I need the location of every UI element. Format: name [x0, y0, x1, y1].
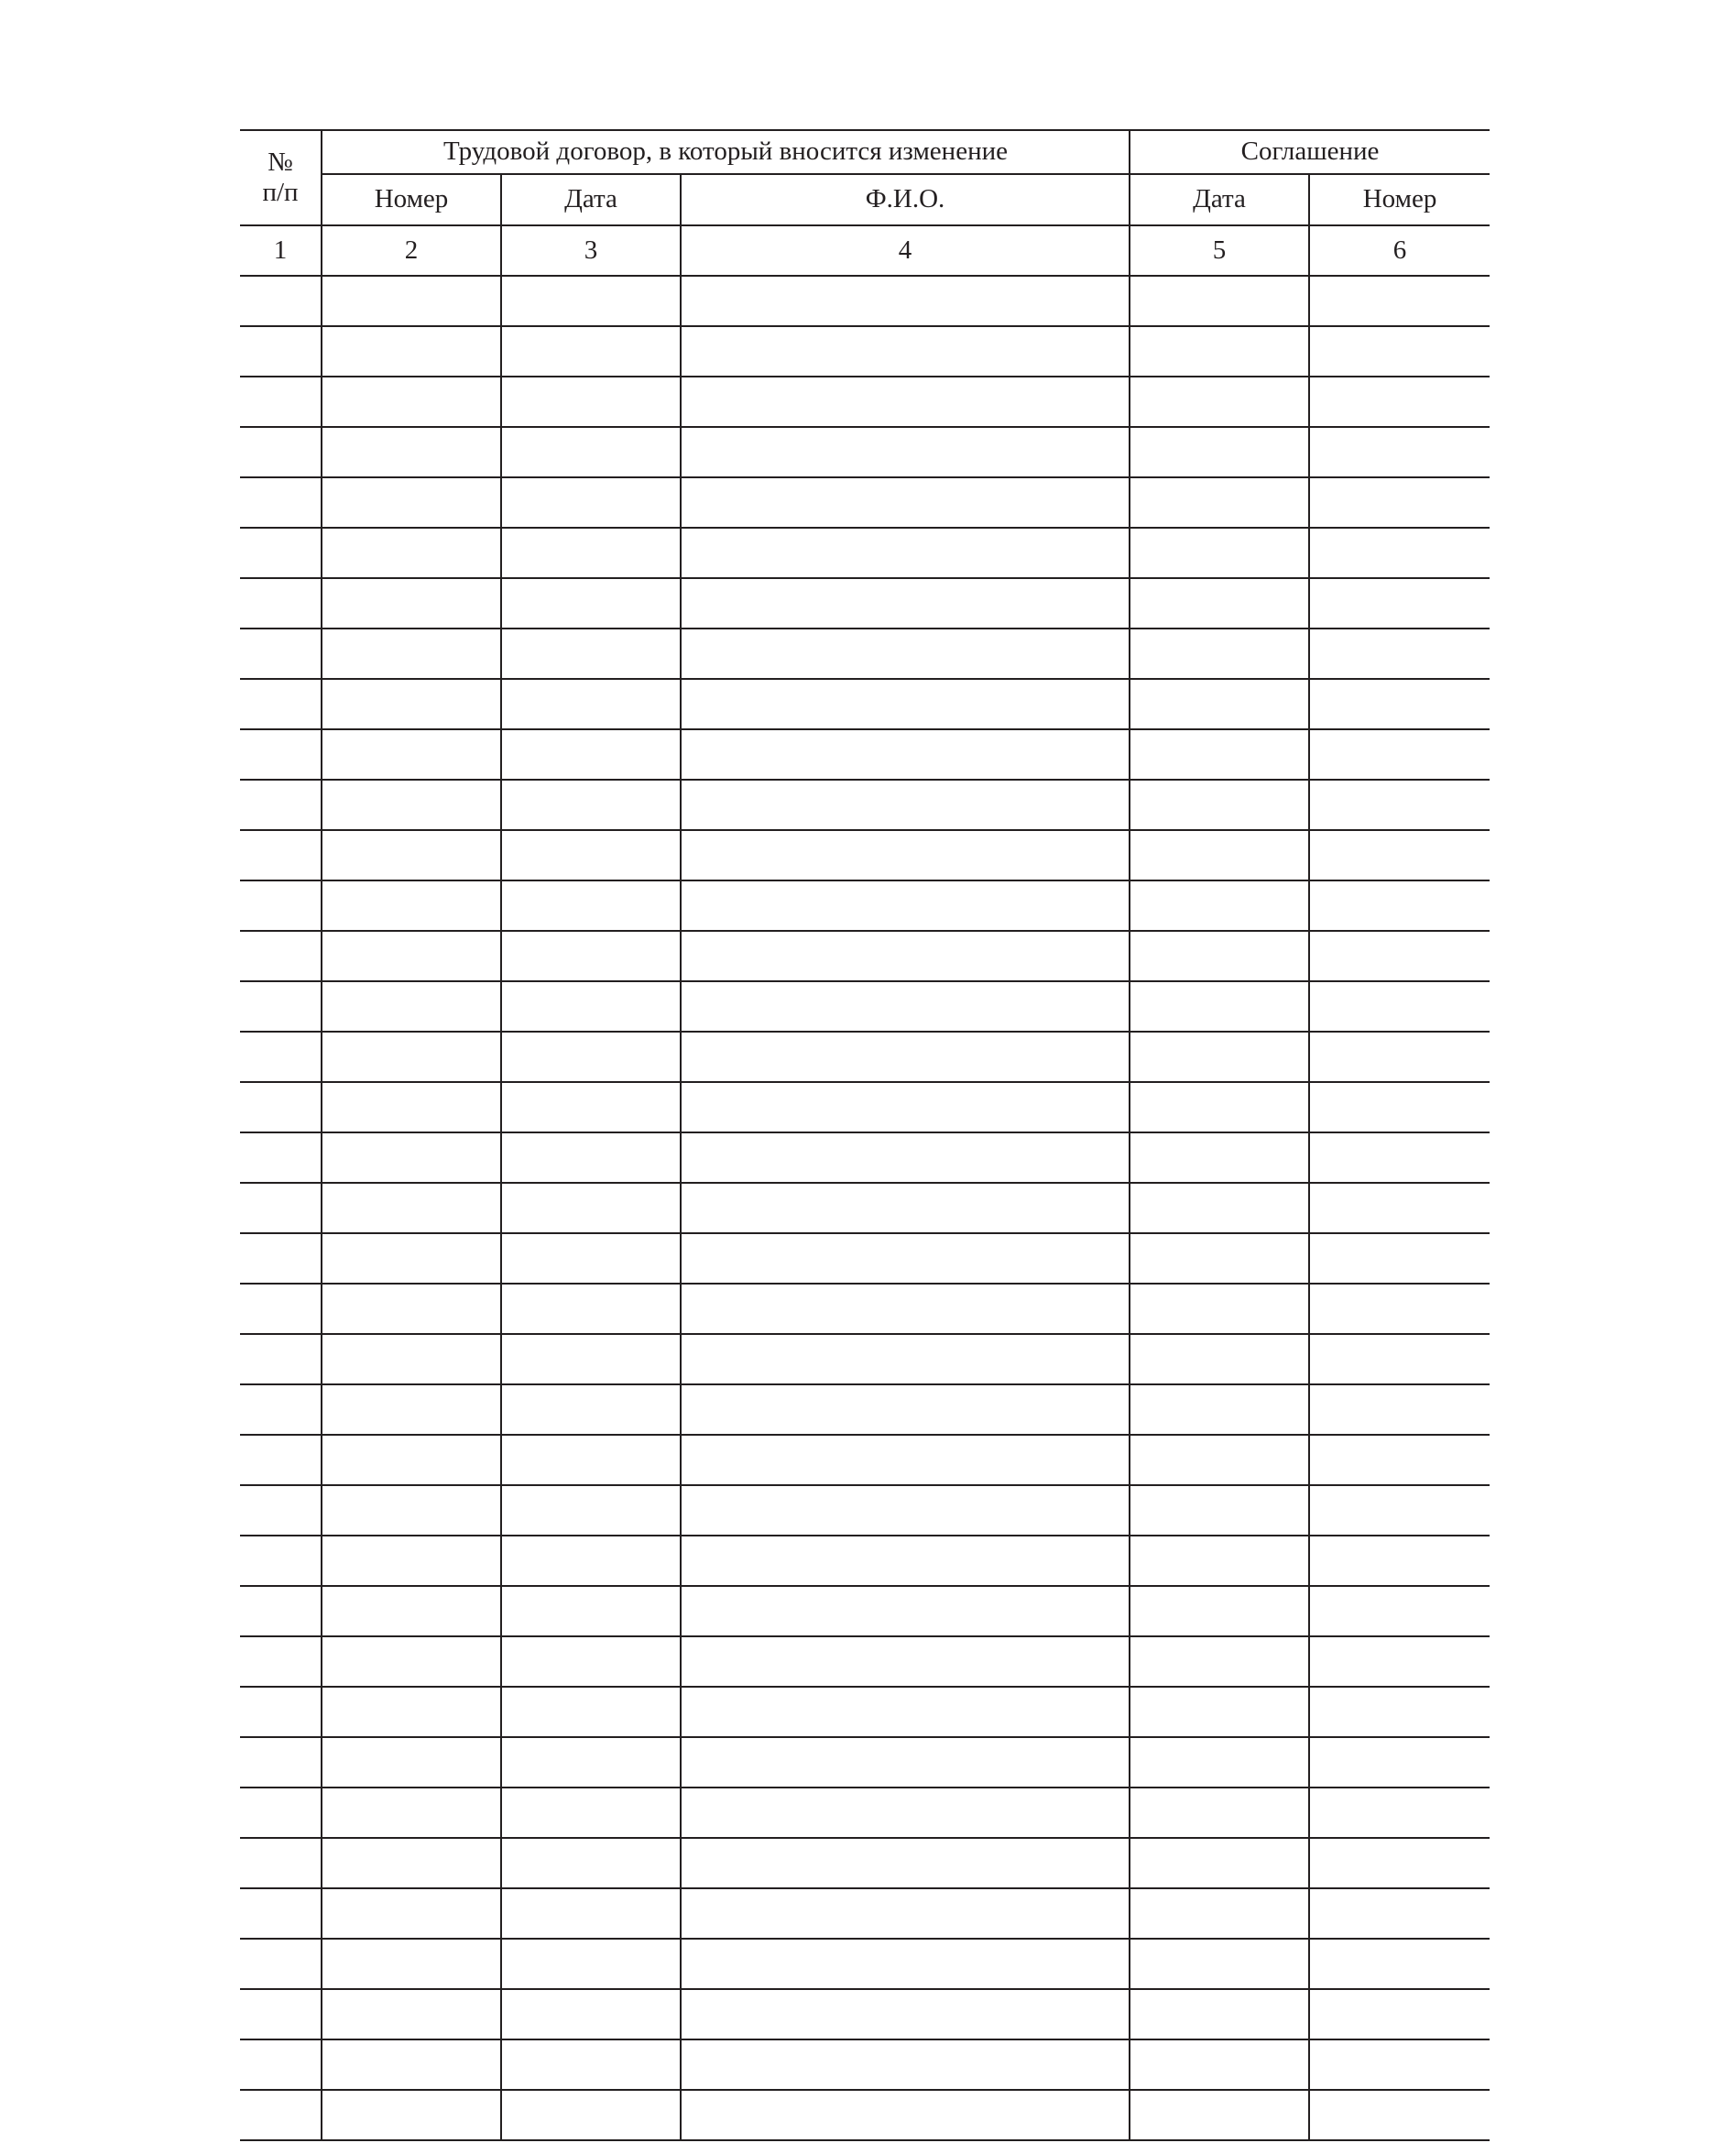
row-number-cell	[240, 1485, 322, 1536]
agreement-date-cell	[1130, 1233, 1309, 1284]
agreement-date-cell	[1130, 1888, 1309, 1939]
agreement-number-cell	[1309, 629, 1490, 679]
agreement-date-cell	[1130, 2090, 1309, 2140]
table-row	[240, 1939, 1490, 1989]
agreement-number-cell	[1309, 1989, 1490, 2039]
row-number-cell	[240, 326, 322, 377]
table-row	[240, 1737, 1490, 1788]
fio-cell	[681, 780, 1130, 830]
fio-cell	[681, 377, 1130, 427]
table-row	[240, 1384, 1490, 1435]
agreement-number-cell	[1309, 1284, 1490, 1334]
agreement-number-cell	[1309, 1183, 1490, 1233]
agreement-number-cell	[1309, 1636, 1490, 1687]
contract-number-cell	[322, 1032, 501, 1082]
row-number-cell	[240, 276, 322, 326]
table-row	[240, 1334, 1490, 1384]
fio-cell	[681, 981, 1130, 1032]
agreement-date-cell	[1130, 1082, 1309, 1132]
agreement-date-cell	[1130, 1485, 1309, 1536]
row-number-cell	[240, 780, 322, 830]
fio-cell	[681, 1636, 1130, 1687]
header-fio: Ф.И.О.	[681, 174, 1130, 225]
contract-number-cell	[322, 377, 501, 427]
contract-date-cell	[501, 1788, 681, 1838]
agreement-number-cell	[1309, 830, 1490, 880]
agreement-date-cell	[1130, 1838, 1309, 1888]
row-number-cell	[240, 1082, 322, 1132]
row-number-cell	[240, 981, 322, 1032]
table-row	[240, 1788, 1490, 1838]
fio-cell	[681, 729, 1130, 780]
header-agreement-group: Соглашение	[1130, 130, 1490, 174]
fio-cell	[681, 1939, 1130, 1989]
agreement-date-cell	[1130, 477, 1309, 528]
row-number-cell	[240, 1838, 322, 1888]
header-row-number	[240, 130, 322, 225]
table-row	[240, 830, 1490, 880]
table-row	[240, 1888, 1490, 1939]
agreement-date-cell	[1130, 276, 1309, 326]
table-row	[240, 377, 1490, 427]
agreement-number-cell	[1309, 326, 1490, 377]
fio-cell	[681, 679, 1130, 729]
agreement-date-cell	[1130, 1636, 1309, 1687]
agreement-date-cell	[1130, 1536, 1309, 1586]
fio-cell	[681, 1536, 1130, 1586]
agreement-date-cell	[1130, 1435, 1309, 1485]
row-number-cell	[240, 427, 322, 477]
contract-amendments-register-table	[240, 129, 1490, 2141]
table-header	[240, 130, 1490, 225]
contract-date-cell	[501, 1132, 681, 1183]
agreement-number-cell	[1309, 276, 1490, 326]
agreement-date-cell	[1130, 1788, 1309, 1838]
agreement-number-cell	[1309, 1939, 1490, 1989]
row-number-cell	[240, 528, 322, 578]
column-number-cell: 1	[240, 225, 322, 276]
contract-number-cell	[322, 1183, 501, 1233]
fio-cell	[681, 578, 1130, 629]
contract-number-cell	[322, 1687, 501, 1737]
fio-cell	[681, 880, 1130, 931]
fio-cell	[681, 1788, 1130, 1838]
contract-date-cell	[501, 1485, 681, 1536]
table-row	[240, 1485, 1490, 1536]
table-row	[240, 2090, 1490, 2140]
fio-cell	[681, 629, 1130, 679]
contract-number-cell	[322, 1132, 501, 1183]
contract-number-cell	[322, 880, 501, 931]
contract-date-cell	[501, 830, 681, 880]
agreement-number-cell	[1309, 1788, 1490, 1838]
row-number-cell	[240, 1737, 322, 1788]
agreement-date-cell	[1130, 1989, 1309, 2039]
fio-cell	[681, 1183, 1130, 1233]
agreement-number-cell	[1309, 1082, 1490, 1132]
table-row	[240, 578, 1490, 629]
row-number-cell	[240, 1636, 322, 1687]
agreement-date-cell	[1130, 2039, 1309, 2090]
agreement-number-cell	[1309, 1132, 1490, 1183]
agreement-date-cell	[1130, 729, 1309, 780]
header-contract-number: Номер	[322, 174, 501, 225]
row-number-cell	[240, 1989, 322, 2039]
agreement-date-cell	[1130, 629, 1309, 679]
header-row-groups	[240, 130, 1490, 174]
table-row	[240, 2039, 1490, 2090]
contract-number-cell	[322, 981, 501, 1032]
column-number-cell: 6	[1309, 225, 1490, 276]
agreement-number-cell	[1309, 1334, 1490, 1384]
table-row	[240, 729, 1490, 780]
contract-date-cell	[501, 931, 681, 981]
row-number-cell	[240, 1183, 322, 1233]
row-number-cell	[240, 830, 322, 880]
fio-cell	[681, 1032, 1130, 1082]
contract-number-cell	[322, 1989, 501, 2039]
row-number-cell	[240, 1586, 322, 1636]
table-row	[240, 1636, 1490, 1687]
contract-date-cell	[501, 1888, 681, 1939]
contract-date-cell	[501, 1284, 681, 1334]
contract-number-cell	[322, 477, 501, 528]
agreement-date-cell	[1130, 1183, 1309, 1233]
contract-number-cell	[322, 2039, 501, 2090]
table-row	[240, 931, 1490, 981]
row-number-cell	[240, 629, 322, 679]
table-row	[240, 679, 1490, 729]
contract-date-cell	[501, 981, 681, 1032]
agreement-date-cell	[1130, 1132, 1309, 1183]
agreement-number-cell	[1309, 1737, 1490, 1788]
agreement-number-cell	[1309, 729, 1490, 780]
table-row	[240, 1132, 1490, 1183]
contract-date-cell	[501, 880, 681, 931]
contract-date-cell	[501, 629, 681, 679]
contract-number-cell	[322, 276, 501, 326]
agreement-date-cell	[1130, 830, 1309, 880]
agreement-date-cell	[1130, 1687, 1309, 1737]
agreement-date-cell	[1130, 1032, 1309, 1082]
agreement-number-cell	[1309, 2090, 1490, 2140]
header-agreement-date: Дата	[1130, 174, 1309, 225]
table-row	[240, 1536, 1490, 1586]
agreement-number-cell	[1309, 377, 1490, 427]
contract-number-cell	[322, 1737, 501, 1788]
agreement-number-cell	[1309, 1435, 1490, 1485]
contract-date-cell	[501, 2090, 681, 2140]
contract-number-cell	[322, 2090, 501, 2140]
fio-cell	[681, 1384, 1130, 1435]
agreement-number-cell	[1309, 1485, 1490, 1536]
contract-date-cell	[501, 1838, 681, 1888]
fio-cell	[681, 1737, 1130, 1788]
contract-number-cell	[322, 1435, 501, 1485]
row-number-cell	[240, 931, 322, 981]
contract-date-cell	[501, 1334, 681, 1384]
table-row	[240, 1183, 1490, 1233]
header-row-number-abbr: п/п	[262, 178, 299, 207]
table-row	[240, 1233, 1490, 1284]
row-number-cell	[240, 1788, 322, 1838]
contract-number-cell	[322, 1082, 501, 1132]
agreement-date-cell	[1130, 780, 1309, 830]
table-row	[240, 629, 1490, 679]
contract-number-cell	[322, 1384, 501, 1435]
agreement-number-cell	[1309, 578, 1490, 629]
contract-number-cell	[322, 1939, 501, 1989]
agreement-date-cell	[1130, 931, 1309, 981]
contract-date-cell	[501, 729, 681, 780]
fio-cell	[681, 1888, 1130, 1939]
fio-cell	[681, 931, 1130, 981]
fio-cell	[681, 1989, 1130, 2039]
contract-date-cell	[501, 2039, 681, 2090]
contract-number-cell	[322, 1334, 501, 1384]
agreement-date-cell	[1130, 528, 1309, 578]
row-number-cell	[240, 377, 322, 427]
row-number-cell	[240, 1888, 322, 1939]
fio-cell	[681, 1687, 1130, 1737]
table-row	[240, 1586, 1490, 1636]
table-row	[240, 477, 1490, 528]
agreement-number-cell	[1309, 477, 1490, 528]
contract-number-cell	[322, 629, 501, 679]
contract-number-cell	[322, 1485, 501, 1536]
fio-cell	[681, 1838, 1130, 1888]
contract-date-cell	[501, 1586, 681, 1636]
contract-number-cell	[322, 1586, 501, 1636]
table-row	[240, 1838, 1490, 1888]
row-number-cell	[240, 1435, 322, 1485]
column-number-cell: 5	[1130, 225, 1309, 276]
contract-date-cell	[501, 1032, 681, 1082]
table-row	[240, 880, 1490, 931]
agreement-date-cell	[1130, 377, 1309, 427]
contract-date-cell	[501, 578, 681, 629]
row-number-cell	[240, 679, 322, 729]
table-row	[240, 1082, 1490, 1132]
table-row	[240, 427, 1490, 477]
contract-number-cell	[322, 679, 501, 729]
agreement-number-cell	[1309, 1838, 1490, 1888]
contract-number-cell	[322, 1233, 501, 1284]
fio-cell	[681, 1233, 1130, 1284]
column-number-cell: 3	[501, 225, 681, 276]
contract-number-cell	[322, 830, 501, 880]
agreement-number-cell	[1309, 931, 1490, 981]
contract-number-cell	[322, 729, 501, 780]
agreement-date-cell	[1130, 880, 1309, 931]
agreement-number-cell	[1309, 1032, 1490, 1082]
column-number-cell: 4	[681, 225, 1130, 276]
column-number-cell: 2	[322, 225, 501, 276]
row-number-cell	[240, 578, 322, 629]
agreement-number-cell	[1309, 1586, 1490, 1636]
column-number-row	[240, 225, 1490, 276]
contract-number-cell	[322, 528, 501, 578]
table-row	[240, 1687, 1490, 1737]
row-number-cell	[240, 1687, 322, 1737]
contract-date-cell	[501, 1989, 681, 2039]
header-employment-contract-group: Трудовой договор, в который вносится изменение	[322, 130, 1130, 174]
contract-date-cell	[501, 377, 681, 427]
agreement-date-cell	[1130, 1384, 1309, 1435]
contract-date-cell	[501, 276, 681, 326]
row-number-cell	[240, 1233, 322, 1284]
header-row-columns	[240, 174, 1490, 225]
fio-cell	[681, 427, 1130, 477]
fio-cell	[681, 1586, 1130, 1636]
table-row	[240, 1032, 1490, 1082]
fio-cell	[681, 1132, 1130, 1183]
agreement-date-cell	[1130, 679, 1309, 729]
header-contract-date: Дата	[501, 174, 681, 225]
agreement-number-cell	[1309, 1233, 1490, 1284]
row-number-cell	[240, 1334, 322, 1384]
contract-date-cell	[501, 1687, 681, 1737]
fio-cell	[681, 1485, 1130, 1536]
contract-number-cell	[322, 427, 501, 477]
table-row	[240, 528, 1490, 578]
agreement-date-cell	[1130, 578, 1309, 629]
fio-cell	[681, 477, 1130, 528]
agreement-number-cell	[1309, 679, 1490, 729]
agreement-date-cell	[1130, 326, 1309, 377]
table-row	[240, 1435, 1490, 1485]
table-body	[240, 225, 1490, 2140]
row-number-cell	[240, 2039, 322, 2090]
contract-number-cell	[322, 780, 501, 830]
contract-date-cell	[501, 427, 681, 477]
contract-date-cell	[501, 477, 681, 528]
table-row	[240, 1989, 1490, 2039]
row-number-cell	[240, 1132, 322, 1183]
contract-number-cell	[322, 1888, 501, 1939]
contract-number-cell	[322, 578, 501, 629]
contract-number-cell	[322, 1536, 501, 1586]
table-row	[240, 1284, 1490, 1334]
fio-cell	[681, 1082, 1130, 1132]
contract-date-cell	[501, 1636, 681, 1687]
table-row	[240, 326, 1490, 377]
contract-number-cell	[322, 1788, 501, 1838]
contract-date-cell	[501, 326, 681, 377]
agreement-number-cell	[1309, 1888, 1490, 1939]
agreement-number-cell	[1309, 1536, 1490, 1586]
agreement-number-cell	[1309, 1687, 1490, 1737]
agreement-date-cell	[1130, 1737, 1309, 1788]
fio-cell	[681, 326, 1130, 377]
agreement-date-cell	[1130, 1284, 1309, 1334]
table-row	[240, 981, 1490, 1032]
contract-date-cell	[501, 1536, 681, 1586]
table-row	[240, 780, 1490, 830]
contract-date-cell	[501, 528, 681, 578]
fio-cell	[681, 2090, 1130, 2140]
row-number-cell	[240, 1536, 322, 1586]
agreement-number-cell	[1309, 1384, 1490, 1435]
contract-date-cell	[501, 679, 681, 729]
agreement-date-cell	[1130, 1334, 1309, 1384]
header-row-number-symbol: №	[267, 147, 293, 177]
contract-date-cell	[501, 1183, 681, 1233]
agreement-date-cell	[1130, 981, 1309, 1032]
header-agreement-number: Номер	[1309, 174, 1490, 225]
row-number-cell	[240, 1032, 322, 1082]
row-number-cell	[240, 1384, 322, 1435]
agreement-number-cell	[1309, 981, 1490, 1032]
contract-number-cell	[322, 1838, 501, 1888]
contract-date-cell	[501, 1384, 681, 1435]
fio-cell	[681, 1334, 1130, 1384]
contract-number-cell	[322, 1636, 501, 1687]
agreement-number-cell	[1309, 880, 1490, 931]
agreement-number-cell	[1309, 427, 1490, 477]
fio-cell	[681, 1435, 1130, 1485]
fio-cell	[681, 276, 1130, 326]
row-number-cell	[240, 729, 322, 780]
agreement-number-cell	[1309, 2039, 1490, 2090]
table-row	[240, 276, 1490, 326]
fio-cell	[681, 528, 1130, 578]
agreement-number-cell	[1309, 528, 1490, 578]
contract-date-cell	[501, 1233, 681, 1284]
contract-date-cell	[501, 780, 681, 830]
contract-number-cell	[322, 326, 501, 377]
contract-number-cell	[322, 1284, 501, 1334]
contract-number-cell	[322, 931, 501, 981]
row-number-cell	[240, 1939, 322, 1989]
contract-date-cell	[501, 1737, 681, 1788]
contract-date-cell	[501, 1082, 681, 1132]
agreement-date-cell	[1130, 1939, 1309, 1989]
row-number-cell	[240, 880, 322, 931]
agreement-date-cell	[1130, 427, 1309, 477]
agreement-number-cell	[1309, 780, 1490, 830]
agreement-date-cell	[1130, 1586, 1309, 1636]
contract-date-cell	[501, 1939, 681, 1989]
fio-cell	[681, 830, 1130, 880]
row-number-cell	[240, 477, 322, 528]
fio-cell	[681, 1284, 1130, 1334]
contract-date-cell	[501, 1435, 681, 1485]
row-number-cell	[240, 2090, 322, 2140]
fio-cell	[681, 2039, 1130, 2090]
row-number-cell	[240, 1284, 322, 1334]
